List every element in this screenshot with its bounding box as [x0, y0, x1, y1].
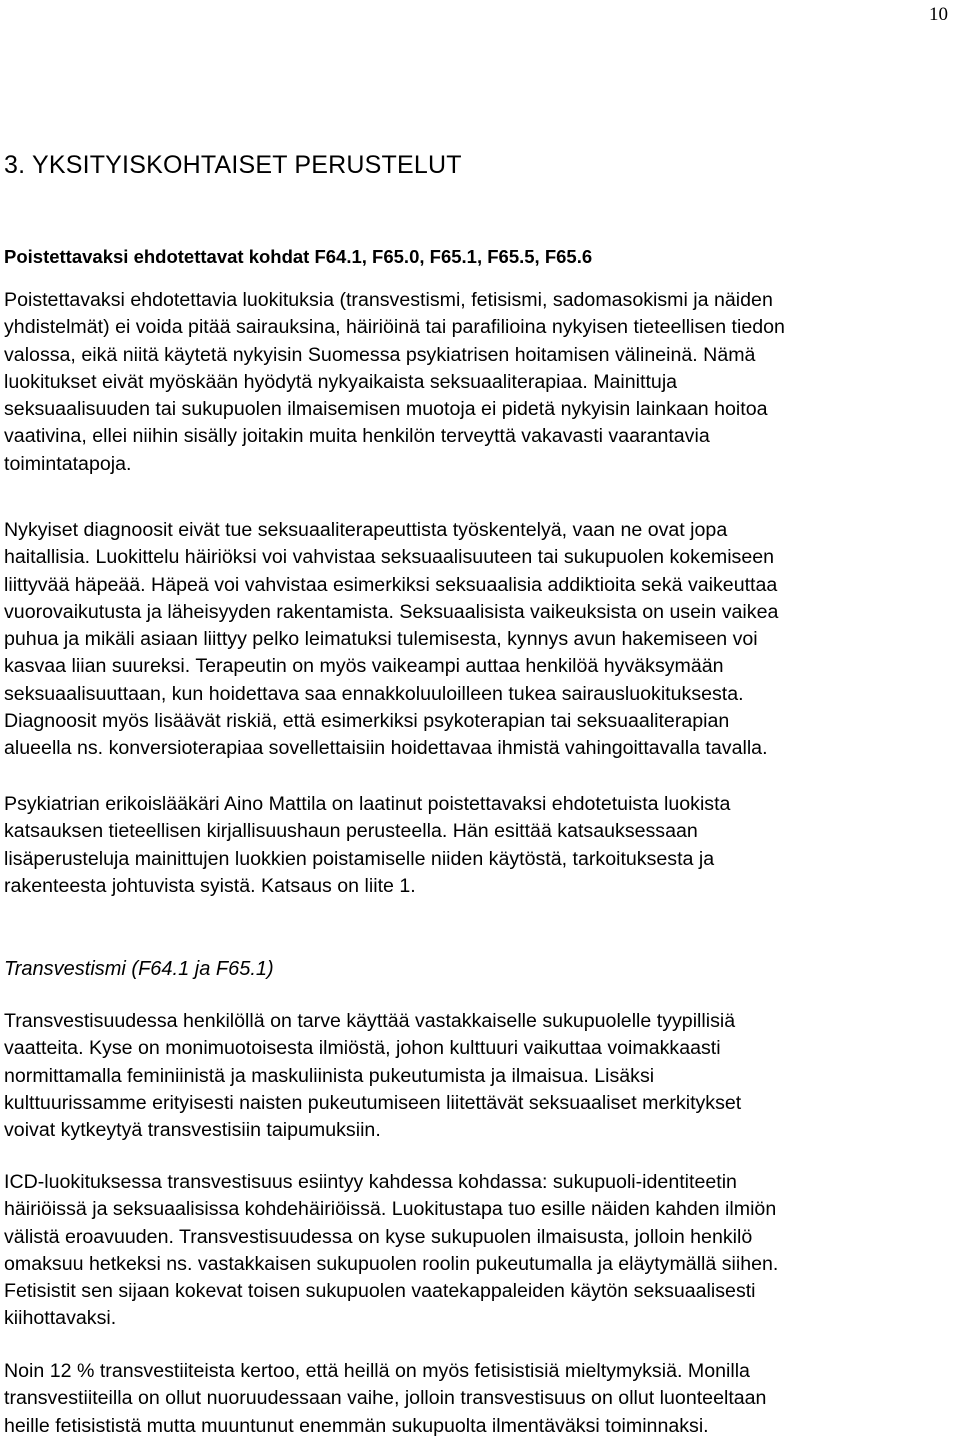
text-line: seksuaalisuuden tai sukupuolen ilmaisemisen muotoja ei pidetä nykyisin lainkaan hoitoa	[4, 398, 768, 421]
paragraph-transvestism	[4, 1008, 954, 1144]
text-line: toimintatapoja.	[4, 452, 132, 475]
text-line: vaatteita. Kyse on monimuotoisesta ilmiöstä, johon kulttuuri vaikuttaa voimakkaasti	[4, 1037, 721, 1060]
text-line: Noin 12 % transvestiiteista kertoo, että heillä on myös fetisistisiä mieltymyksiä. Monilla	[4, 1360, 750, 1382]
paragraph-icd	[4, 1169, 954, 1333]
text-line: Nykyiset diagnoosit eivät tue seksuaaliterapeuttista työskentelyä, vaan ne ovat jopa	[4, 519, 728, 541]
text-line: puhua ja mikäli asiaan liittyy pelko leimatuksi tulemisesta, kynnys avun hakemiseen voi	[4, 628, 758, 651]
text-line: Poistettavaksi ehdotettavia luokituksia (transvestismi, fetisismi, sadomasokismi ja näiden	[4, 289, 773, 311]
text-line: kulttuurissamme erityisesti naisten pukeutumiseen liitettävät seksuaaliset merkitykset	[4, 1091, 742, 1114]
text-line: Diagnoosit myös lisäävät riskiä, että esimerkiksi psykoterapian tai seksuaaliterapian	[4, 710, 730, 733]
text-line: seksuaalisuuttaan, kun hoidettava saa ennakkoluuloilleen tukea sairausluokituksesta.	[4, 682, 744, 705]
text-line: kiihottavaksi.	[4, 1307, 117, 1330]
paragraph-diagnoses	[4, 517, 954, 763]
text-line: heille fetisististä mutta muuntunut enemmän sukupuolta ilmentäväksi toiminnaksi.	[4, 1414, 709, 1437]
text-line: yhdistelmät) ei voida pitää sairauksina, häiriöinä tai parafilioina nykyisen tieteellisen tiedon	[4, 316, 785, 339]
text-line: voivat kytkeytyä transvestisiin taipumuksiin.	[4, 1119, 381, 1142]
text-line: kasvaa liian suureksi. Terapeutin on myös vaikeampi auttaa henkilöä hyväksymään	[4, 655, 724, 678]
text-line: Fetisistit sen sijaan kokevat toisen sukupuolen vaatekappaleiden käytön seksuaalisesti	[4, 1280, 756, 1303]
text-line: lisäperusteluja mainittujen luokkien poistamiselle niiden käytöstä, tarkoituksesta ja	[4, 847, 715, 870]
text-line: valossa, eikä niitä käytetä nykyisin Suomessa psykiatrisen hoitamisen välineinä. Nämä	[4, 343, 756, 366]
text-line: Transvestisuudessa henkilöllä on tarve käyttää vastakkaiselle sukupuolelle tyypillisiä	[4, 1010, 736, 1032]
paragraph-review	[4, 791, 954, 900]
text-line: rakenteesta johtuvista syistä. Katsaus on liite 1.	[4, 874, 416, 897]
text-line: ICD-luokituksessa transvestisuus esiintyy kahdessa kohdassa: sukupuoli-identiteetin	[4, 1171, 737, 1193]
text-line: luokitukset eivät myöskään hyödytä nykyaikaista seksuaaliterapiaa. Mainittuja	[4, 370, 678, 393]
paragraph-fetishism	[4, 1358, 954, 1440]
text-line: normittamalla feminiinistä ja maskuliinista pukeutumista ja ilmaisua. Lisäksi	[4, 1064, 655, 1087]
subsection-title: Transvestismi (F64.1 ja F65.1)	[4, 958, 274, 980]
proposal-subheading: Poistettavaksi ehdotettavat kohdat F64.1, F65.0, F65.1, F65.5, F65.6	[4, 246, 593, 267]
text-line: vuorovaikutusta ja läheisyyden rakentamista. Seksuaalisista vaikeuksista on usein vaikea	[4, 600, 779, 623]
paragraph-classifications	[4, 287, 954, 478]
text-line: omaksuu hetkeksi ns. vastakkaisen sukupuolen roolin pukeutumalla ja eläytymällä siihen.	[4, 1252, 779, 1275]
text-line: alueella ns. konversioterapiaa sovellettaisiin hoidettavaa ihmistä vahingoittavalla tavalla.	[4, 737, 768, 760]
text-line: häiriöissä ja seksuaalisissa kohdehäiriöissä. Luokitustapa tuo esille näiden kahden ilmiön	[4, 1198, 777, 1221]
text-line: katsauksen tieteellisen kirjallisuushaun perusteella. Hän esittää katsauksessaan	[4, 820, 698, 843]
text-line: haitallisia. Luokittelu häiriöksi voi vahvistaa seksuaalisuuteen tai sukupuolen kokemiseen	[4, 546, 775, 569]
text-line: vaativina, ellei niihin sisälly joitakin muita henkilön terveyttä vakavasti vaarantavia	[4, 425, 710, 448]
text-line: Psykiatrian erikoislääkäri Aino Mattila on laatinut poistettavaksi ehdotetuista luokista	[4, 793, 731, 815]
text-line: transvestiiteilla on ollut nuoruudessaan vaihe, jolloin transvestisuus on ollut luonteeltaan	[4, 1387, 767, 1410]
text-line: liittyvää häpeää. Häpeä voi vahvistaa esimerkiksi seksuaalisia addiktioita sekä vaikeuttaa	[4, 573, 778, 596]
text-line: välistä eroavuuden. Transvestisuudessa on kyse sukupuolen ilmaisusta, jolloin henkilö	[4, 1225, 753, 1248]
page-number: 10	[929, 4, 948, 25]
section-title: 3. YKSITYISKOHTAISET PERUSTELUT	[4, 151, 462, 179]
